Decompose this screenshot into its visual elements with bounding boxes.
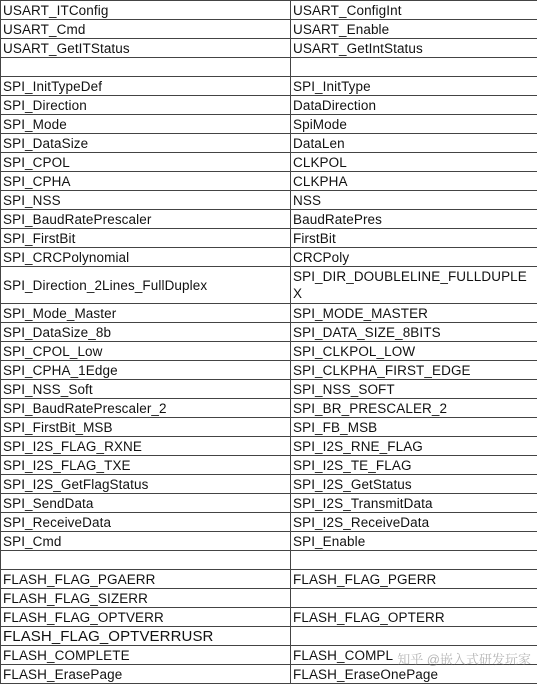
old-name-cell: FLASH_FLAG_SIZERR bbox=[1, 589, 291, 608]
old-name-cell: USART_GetITStatus bbox=[1, 39, 291, 58]
old-name-cell: SPI_BaudRatePrescaler bbox=[1, 210, 291, 229]
old-name-cell: SPI_FirstBit_MSB bbox=[1, 418, 291, 437]
new-name-cell bbox=[291, 589, 537, 608]
table-row bbox=[1, 532, 537, 551]
table-row bbox=[1, 589, 537, 608]
new-name-cell: SPI_I2S_TE_FLAG bbox=[291, 456, 537, 475]
new-name-cell: SPI_DIR_DOUBLELINE_FULLDUPLEX bbox=[291, 267, 537, 304]
new-name-cell: FLASH_COMPL bbox=[291, 646, 537, 665]
new-name-cell: NSS bbox=[291, 191, 537, 210]
new-name-cell: FLASH_FLAG_PGERR bbox=[291, 570, 537, 589]
table-row bbox=[1, 210, 537, 229]
new-name-cell: CRCPoly bbox=[291, 248, 537, 267]
table-row bbox=[1, 267, 537, 304]
table-row bbox=[1, 172, 537, 191]
table-row bbox=[1, 399, 537, 418]
old-name-cell: FLASH_COMPLETE bbox=[1, 646, 291, 665]
new-name-cell: CLKPOL bbox=[291, 153, 537, 172]
table-row bbox=[1, 418, 537, 437]
table-row bbox=[1, 39, 537, 58]
table-row bbox=[1, 513, 537, 532]
new-name-cell: USART_GetIntStatus bbox=[291, 39, 537, 58]
table-row bbox=[1, 361, 537, 380]
new-name-cell: FLASH_FLAG_OPTERR bbox=[291, 608, 537, 627]
table-row bbox=[1, 229, 537, 248]
new-name-cell: SPI_MODE_MASTER bbox=[291, 304, 537, 323]
table-row bbox=[1, 627, 537, 646]
old-name-cell: FLASH_ErasePage bbox=[1, 665, 291, 684]
old-name-cell: SPI_ReceiveData bbox=[1, 513, 291, 532]
old-name-cell: USART_Cmd bbox=[1, 20, 291, 39]
table-row bbox=[1, 494, 537, 513]
table-row bbox=[1, 380, 537, 399]
old-name-cell: SPI_SendData bbox=[1, 494, 291, 513]
table-row bbox=[1, 58, 537, 77]
table-row bbox=[1, 20, 537, 39]
new-name-cell: SPI_InitType bbox=[291, 77, 537, 96]
new-name-cell: SPI_I2S_RNE_FLAG bbox=[291, 437, 537, 456]
table-row bbox=[1, 115, 537, 134]
new-name-cell: SPI_I2S_TransmitData bbox=[291, 494, 537, 513]
new-name-cell: DataDirection bbox=[291, 96, 537, 115]
old-name-cell: SPI_InitTypeDef bbox=[1, 77, 291, 96]
old-name-cell: USART_ITConfig bbox=[1, 1, 291, 20]
watermark: 知乎 @嵌入式研发玩家 bbox=[397, 652, 531, 667]
table-row bbox=[1, 342, 537, 361]
table-row bbox=[1, 456, 537, 475]
old-name-cell: SPI_NSS_Soft bbox=[1, 380, 291, 399]
new-name-cell: CLKPHA bbox=[291, 172, 537, 191]
old-name-cell: SPI_CRCPolynomial bbox=[1, 248, 291, 267]
old-name-cell: SPI_Direction bbox=[1, 96, 291, 115]
old-name-cell: SPI_NSS bbox=[1, 191, 291, 210]
old-name-cell: SPI_CPOL_Low bbox=[1, 342, 291, 361]
new-name-cell: FLASH_EraseOnePage bbox=[291, 665, 537, 684]
old-name-cell: SPI_CPHA_1Edge bbox=[1, 361, 291, 380]
old-name-cell: SPI_CPOL bbox=[1, 153, 291, 172]
new-name-cell: SPI_CLKPOL_LOW bbox=[291, 342, 537, 361]
new-name-cell bbox=[291, 58, 537, 77]
old-name-cell: FLASH_FLAG_OPTVERR bbox=[1, 608, 291, 627]
new-name-cell: BaudRatePres bbox=[291, 210, 537, 229]
old-name-cell: SPI_DataSize bbox=[1, 134, 291, 153]
table-row bbox=[1, 437, 537, 456]
old-name-cell: SPI_Mode_Master bbox=[1, 304, 291, 323]
table-row bbox=[1, 475, 537, 494]
new-name-cell bbox=[291, 627, 537, 646]
table-row bbox=[1, 608, 537, 627]
new-name-cell: SPI_CLKPHA_FIRST_EDGE bbox=[291, 361, 537, 380]
new-name-cell: USART_Enable bbox=[291, 20, 537, 39]
old-name-cell: FLASH_FLAG_OPTVERRUSR bbox=[1, 627, 291, 646]
new-name-cell: DataLen bbox=[291, 134, 537, 153]
table-row bbox=[1, 1, 537, 20]
table-row bbox=[1, 551, 537, 570]
old-name-cell: SPI_Mode bbox=[1, 115, 291, 134]
new-name-cell: SpiMode bbox=[291, 115, 537, 134]
new-name-cell: USART_ConfigInt bbox=[291, 1, 537, 20]
old-name-cell: SPI_I2S_GetFlagStatus bbox=[1, 475, 291, 494]
old-name-cell: SPI_I2S_FLAG_TXE bbox=[1, 456, 291, 475]
table-row bbox=[1, 248, 537, 267]
new-name-cell: FirstBit bbox=[291, 229, 537, 248]
old-name-cell bbox=[1, 58, 291, 77]
old-name-cell: FLASH_FLAG_PGAERR bbox=[1, 570, 291, 589]
new-name-cell: SPI_I2S_ReceiveData bbox=[291, 513, 537, 532]
new-name-cell: SPI_NSS_SOFT bbox=[291, 380, 537, 399]
old-name-cell bbox=[1, 551, 291, 570]
old-name-cell: SPI_I2S_FLAG_RXNE bbox=[1, 437, 291, 456]
new-name-cell bbox=[291, 551, 537, 570]
old-name-cell: SPI_FirstBit bbox=[1, 229, 291, 248]
new-name-cell: SPI_BR_PRESCALER_2 bbox=[291, 399, 537, 418]
old-name-cell: SPI_Direction_2Lines_FullDuplex bbox=[1, 267, 291, 304]
table-row bbox=[1, 77, 537, 96]
new-name-cell: SPI_I2S_GetStatus bbox=[291, 475, 537, 494]
old-name-cell: SPI_DataSize_8b bbox=[1, 323, 291, 342]
old-name-cell: SPI_Cmd bbox=[1, 532, 291, 551]
new-name-cell: SPI_FB_MSB bbox=[291, 418, 537, 437]
new-name-cell: SPI_DATA_SIZE_8BITS bbox=[291, 323, 537, 342]
table-row bbox=[1, 96, 537, 115]
table-row bbox=[1, 134, 537, 153]
mapping-table-body bbox=[1, 1, 537, 684]
table-row bbox=[1, 153, 537, 172]
old-name-cell: SPI_CPHA bbox=[1, 172, 291, 191]
new-name-cell: SPI_Enable bbox=[291, 532, 537, 551]
table-row bbox=[1, 323, 537, 342]
table-row bbox=[1, 304, 537, 323]
old-name-cell: SPI_BaudRatePrescaler_2 bbox=[1, 399, 291, 418]
table-row bbox=[1, 191, 537, 210]
table-row bbox=[1, 570, 537, 589]
